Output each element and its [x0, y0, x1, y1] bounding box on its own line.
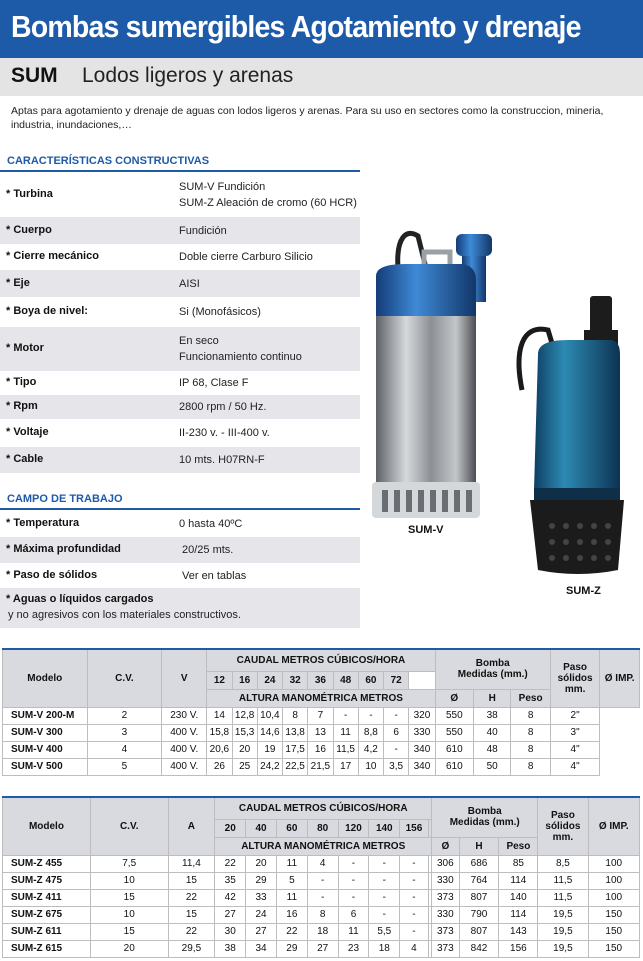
table-cell: 8,5 — [538, 855, 588, 872]
spec-label: * Rpm — [6, 400, 38, 412]
spec-value-line: Doble cierre Carburo Silicio — [179, 251, 313, 263]
table-cell: SUM-Z 675 — [3, 906, 91, 923]
table-cell: 29,5 — [168, 940, 215, 957]
z-h-pump-label: Bomba — [467, 806, 502, 818]
table-cell: 320 — [409, 707, 435, 724]
table-cell: 8 — [511, 758, 551, 775]
table-cell: 11,5 — [538, 872, 588, 889]
table-cell: 25 — [232, 758, 257, 775]
table-cell: 20,6 — [207, 741, 232, 758]
spec-value-line: 10 mts. H07RN-F — [179, 454, 265, 466]
table-cell: 3" — [550, 724, 599, 741]
work-field-rule — [0, 508, 360, 510]
table-cell: 4 — [87, 741, 162, 758]
table-cell: SUM-Z 455 — [3, 855, 91, 872]
spec-value-line: 2800 rpm / 50 Hz. — [179, 401, 267, 413]
table-cell: 306 — [432, 855, 459, 872]
z-h-imp: Ø IMP. — [588, 797, 639, 855]
table-cell: 11 — [338, 923, 369, 940]
table-cell: 8 — [511, 741, 551, 758]
v-h-solids: Paso sólidos mm. — [550, 649, 599, 707]
z-flow-col: 40 — [246, 819, 277, 837]
table-row — [3, 855, 640, 872]
z-h-dims: Medidas (mm.) — [449, 817, 520, 829]
table-cell: - — [338, 872, 369, 889]
spec-value-line: Si (Monofásicos) — [179, 306, 261, 318]
work-field-title: CAMPO DE TRABAJO — [7, 493, 123, 505]
table-cell: 140 — [499, 889, 538, 906]
table-cell: - — [307, 889, 338, 906]
spec-value-line: En seco — [179, 335, 219, 347]
table-cell: 8 — [283, 707, 308, 724]
work-note-text: y no agresivos con los materiales constructivos. — [8, 609, 241, 621]
table-cell: - — [384, 707, 409, 724]
sum-z-caption: SUM-Z — [566, 585, 601, 597]
table-cell: 22 — [276, 923, 307, 940]
spec-label: * Tipo — [6, 376, 37, 388]
work-note-label: * Aguas o líquidos cargados — [6, 593, 154, 605]
table-cell: - — [400, 923, 429, 940]
sum-v-table — [2, 648, 640, 776]
spec-row — [0, 395, 360, 419]
table-cell: 8 — [511, 707, 551, 724]
table-cell: 5 — [87, 758, 162, 775]
table-cell: - — [369, 889, 400, 906]
spec-label: * Motor — [6, 342, 44, 354]
table-cell: 373 — [432, 940, 459, 957]
spec-row — [0, 447, 360, 473]
table-cell: 35 — [215, 872, 246, 889]
table-cell: 114 — [499, 906, 538, 923]
table-cell: 20 — [90, 940, 168, 957]
table-cell: 20 — [232, 741, 257, 758]
table-cell: - — [400, 889, 429, 906]
table-cell: 6 — [384, 724, 409, 741]
spec-label: * Temperatura — [6, 517, 80, 529]
v-flow-col: 24 — [257, 671, 282, 689]
table-cell: 17 — [333, 758, 358, 775]
table-cell: 13,8 — [283, 724, 308, 741]
table-cell: 373 — [432, 889, 459, 906]
sum-v-pump-image — [366, 228, 506, 520]
table-cell: 807 — [459, 889, 499, 906]
intro-text: Aptas para agotamiento y drenaje de aguas con lodos ligeros y arenas. Para su uso en sectores como la construccion, mineria, industria, inundaciones,… — [11, 105, 604, 131]
table-cell: 6 — [338, 906, 369, 923]
spec-row — [0, 297, 360, 327]
table-cell: 8,8 — [358, 724, 383, 741]
spec-row — [0, 217, 360, 244]
table-cell: 15 — [90, 889, 168, 906]
table-cell: 22 — [168, 889, 215, 906]
table-cell: 764 — [459, 872, 499, 889]
table-row — [3, 923, 640, 940]
spec-label: * Cable — [6, 453, 44, 465]
spec-label: * Turbina — [6, 188, 53, 200]
table-cell: 610 — [435, 741, 473, 758]
z-flow-col: 140 — [369, 819, 400, 837]
table-cell: 21,5 — [308, 758, 333, 775]
table-cell: 100 — [588, 889, 639, 906]
sum-z-table — [2, 796, 640, 958]
table-row — [3, 906, 640, 923]
table-cell: SUM-V 400 — [3, 741, 88, 758]
v-h-pump-label: Bomba — [475, 658, 510, 670]
table-cell: SUM-Z 611 — [3, 923, 91, 940]
z-h-model: Modelo — [3, 797, 91, 855]
spec-value — [179, 223, 227, 239]
table-cell: 150 — [588, 923, 639, 940]
table-cell: 5 — [276, 872, 307, 889]
table-cell: 156 — [499, 940, 538, 957]
spec-value — [179, 304, 261, 320]
table-row — [3, 872, 640, 889]
table-cell: 230 V. — [162, 707, 207, 724]
table-cell: 23 — [338, 940, 369, 957]
table-cell: 4 — [400, 940, 429, 957]
table-cell: 400 V. — [162, 741, 207, 758]
table-cell: 8 — [511, 724, 551, 741]
table-cell: 15,8 — [207, 724, 232, 741]
table-cell: 15 — [90, 923, 168, 940]
table-cell: 10 — [90, 872, 168, 889]
table-row — [3, 724, 640, 741]
spec-value — [179, 375, 249, 391]
table-row — [3, 940, 640, 957]
table-cell: 85 — [499, 855, 538, 872]
spec-value-line: SUM-V Fundición — [179, 181, 266, 193]
z-flow-col: 120 — [338, 819, 369, 837]
table-cell: - — [400, 906, 429, 923]
z-h-d: Ø — [432, 837, 459, 855]
table-cell: 16 — [308, 741, 333, 758]
table-cell: 24 — [246, 906, 277, 923]
table-cell: SUM-V 300 — [3, 724, 88, 741]
table-cell: - — [384, 741, 409, 758]
table-cell: 150 — [588, 906, 639, 923]
table-cell: 15 — [168, 906, 215, 923]
table-cell: 17,5 — [283, 741, 308, 758]
product-name: Lodos ligeros y arenas — [82, 64, 294, 87]
table-cell: 19,5 — [538, 923, 588, 940]
v-h-model: Modelo — [3, 649, 88, 707]
spec-label: * Voltaje — [6, 426, 49, 438]
z-h-head: ALTURA MANOMÉTRICA METROS — [215, 837, 432, 855]
table-cell: 12,8 — [232, 707, 257, 724]
table-cell: 11 — [333, 724, 358, 741]
table-cell: 100 — [588, 872, 639, 889]
v-h-d: Ø — [435, 689, 473, 707]
table-cell: 18 — [307, 923, 338, 940]
v-h-head: ALTURA MANOMÉTRICA METROS — [207, 689, 435, 707]
spec-label: * Cierre mecánico — [6, 250, 99, 262]
v-flow-col: 72 — [384, 671, 409, 689]
table-cell: 15 — [168, 872, 215, 889]
table-cell: 2 — [87, 707, 162, 724]
table-cell: 19,5 — [538, 940, 588, 957]
table-cell: 143 — [499, 923, 538, 940]
table-row — [3, 758, 640, 775]
table-cell: 373 — [432, 923, 459, 940]
table-cell: 24,2 — [257, 758, 282, 775]
table-cell: 3,5 — [384, 758, 409, 775]
work-note-row — [0, 588, 360, 628]
table-cell: - — [333, 707, 358, 724]
table-cell: 4,2 — [358, 741, 383, 758]
table-cell: 13 — [308, 724, 333, 741]
table-cell: 19 — [257, 741, 282, 758]
spec-row — [0, 537, 360, 563]
product-code: SUM — [11, 64, 58, 87]
table-cell: 330 — [409, 724, 435, 741]
z-h-amp: A — [168, 797, 215, 855]
table-cell: 11,4 — [168, 855, 215, 872]
spec-value-line: II-230 v. - III-400 v. — [179, 427, 270, 439]
spec-label: * Eje — [6, 276, 30, 289]
table-cell: 11,5 — [333, 741, 358, 758]
spec-value: 20/25 mts. — [182, 544, 234, 556]
v-h-dims: Medidas (mm.) — [457, 669, 528, 681]
z-h-h: H — [459, 837, 499, 855]
v-h-w: Peso — [511, 689, 551, 707]
v-h-cv: C.V. — [87, 649, 162, 707]
table-cell: 16 — [276, 906, 307, 923]
spec-value — [179, 425, 270, 441]
spec-row — [0, 371, 360, 395]
v-h-pump — [435, 649, 550, 689]
v-flow-col: 60 — [358, 671, 383, 689]
spec-value-line: AISI — [179, 277, 200, 290]
spec-value: Ver en tablas — [182, 569, 247, 582]
spec-value-line: Fundición — [179, 224, 227, 237]
spec-label: * Paso de sólidos — [6, 568, 98, 581]
table-cell: - — [338, 855, 369, 872]
z-h-solids: Paso sólidos mm. — [538, 797, 588, 855]
spec-row — [0, 419, 360, 447]
construction-rule — [0, 170, 360, 172]
table-cell: 340 — [409, 758, 435, 775]
spec-value — [179, 249, 313, 265]
v-flow-col: 36 — [308, 671, 333, 689]
table-cell: - — [307, 872, 338, 889]
table-cell: 686 — [459, 855, 499, 872]
table-cell: 10 — [90, 906, 168, 923]
table-cell: 38 — [474, 707, 511, 724]
table-cell: 5,5 — [369, 923, 400, 940]
table-cell: - — [369, 872, 400, 889]
z-flow-col: 60 — [276, 819, 307, 837]
table-cell: 38 — [215, 940, 246, 957]
table-cell: 22 — [168, 923, 215, 940]
table-cell: 11,5 — [538, 889, 588, 906]
table-cell: 11 — [276, 855, 307, 872]
v-flow-col: 16 — [232, 671, 257, 689]
table-cell: 114 — [499, 872, 538, 889]
title-banner — [0, 0, 643, 58]
spec-row — [0, 244, 360, 270]
table-cell: 330 — [432, 872, 459, 889]
spec-value — [179, 333, 302, 365]
table-cell: 11 — [276, 889, 307, 906]
table-cell: - — [358, 707, 383, 724]
v-flow-col: 12 — [207, 671, 232, 689]
table-row — [3, 707, 640, 724]
table-cell: 7 — [308, 707, 333, 724]
table-cell: 340 — [409, 741, 435, 758]
table-cell: 330 — [432, 906, 459, 923]
spec-value — [179, 399, 266, 415]
table-cell: 19,5 — [538, 906, 588, 923]
table-cell: 400 V. — [162, 724, 207, 741]
table-cell: 14,6 — [257, 724, 282, 741]
page-title: Bombas sumergibles Agotamiento y drenaje — [11, 9, 581, 44]
table-cell: 14 — [207, 707, 232, 724]
z-h-cv: C.V. — [90, 797, 168, 855]
table-cell: 4" — [550, 741, 599, 758]
table-cell: 550 — [435, 724, 473, 741]
table-cell: 807 — [459, 923, 499, 940]
spec-row — [0, 327, 360, 371]
table-cell: 15,3 — [232, 724, 257, 741]
table-cell: 50 — [474, 758, 511, 775]
v-h-volt: V — [162, 649, 207, 707]
table-cell: 7,5 — [90, 855, 168, 872]
z-flow-col-blank — [428, 819, 431, 837]
z-h-pump — [432, 797, 538, 837]
table-cell: 20 — [246, 855, 277, 872]
table-cell: SUM-Z 411 — [3, 889, 91, 906]
spec-value-line: SUM-Z Aleación de cromo (60 HCR) — [179, 197, 357, 209]
construction-title: CARACTERÍSTICAS CONSTRUCTIVAS — [7, 155, 210, 167]
table-cell: SUM-Z 475 — [3, 872, 91, 889]
table-cell: 8 — [307, 906, 338, 923]
spec-row — [0, 270, 360, 297]
spec-row — [0, 563, 360, 588]
table-cell: 30 — [215, 923, 246, 940]
table-cell: - — [338, 889, 369, 906]
product-band — [0, 58, 643, 96]
table-cell: 27 — [246, 923, 277, 940]
z-flow-col: 80 — [307, 819, 338, 837]
sum-v-caption: SUM-V — [408, 524, 444, 536]
spec-row — [0, 511, 360, 537]
table-cell: - — [400, 872, 429, 889]
spec-value-line: IP 68, Clase F — [179, 377, 249, 389]
z-flow-col: 20 — [215, 819, 246, 837]
spec-label: * Boya de nivel: — [6, 305, 88, 317]
table-cell: 27 — [215, 906, 246, 923]
z-h-w: Peso — [499, 837, 538, 855]
spec-value — [179, 179, 357, 211]
table-cell: 40 — [474, 724, 511, 741]
table-cell: 4" — [550, 758, 599, 775]
table-cell: 34 — [246, 940, 277, 957]
table-cell: 842 — [459, 940, 499, 957]
v-flow-col: 48 — [333, 671, 358, 689]
table-cell: 550 — [435, 707, 473, 724]
spec-value — [179, 452, 265, 468]
table-cell: 27 — [307, 940, 338, 957]
table-cell: 150 — [588, 940, 639, 957]
table-cell: 26 — [207, 758, 232, 775]
table-cell: 4 — [307, 855, 338, 872]
table-cell: 2" — [550, 707, 599, 724]
table-cell: 29 — [246, 872, 277, 889]
table-row — [3, 741, 640, 758]
table-cell: 610 — [435, 758, 473, 775]
table-row — [3, 889, 640, 906]
table-cell: 48 — [474, 741, 511, 758]
table-cell: - — [369, 855, 400, 872]
spec-row — [0, 173, 360, 217]
spec-value-line: Funcionamiento continuo — [179, 351, 302, 363]
table-cell: SUM-Z 615 — [3, 940, 91, 957]
spec-value: 0 hasta 40ºC — [179, 518, 243, 530]
table-cell: 22,5 — [283, 758, 308, 775]
table-cell: 100 — [588, 855, 639, 872]
z-flow-col: 156 — [400, 819, 429, 837]
table-cell: SUM-V 500 — [3, 758, 88, 775]
table-cell: - — [369, 906, 400, 923]
table-cell: 42 — [215, 889, 246, 906]
v-h-imp: Ø IMP. — [600, 649, 640, 707]
table-cell: 3 — [87, 724, 162, 741]
sum-z-pump-image — [508, 290, 628, 580]
table-cell: 22 — [215, 855, 246, 872]
table-cell: 10 — [358, 758, 383, 775]
table-cell: 29 — [276, 940, 307, 957]
table-cell: 400 V. — [162, 758, 207, 775]
table-cell: 10,4 — [257, 707, 282, 724]
v-h-flow: CAUDAL METROS CÚBICOS/HORA — [207, 649, 435, 671]
spec-value — [179, 276, 200, 292]
table-cell: 18 — [369, 940, 400, 957]
z-h-flow: CAUDAL METROS CÚBICOS/HORA — [215, 797, 432, 819]
table-cell: 33 — [246, 889, 277, 906]
table-cell: - — [400, 855, 429, 872]
table-cell: SUM-V 200-M — [3, 707, 88, 724]
table-cell: 790 — [459, 906, 499, 923]
spec-label: * Máxima profundidad — [6, 543, 121, 555]
spec-label: * Cuerpo — [6, 223, 52, 236]
v-flow-col: 32 — [283, 671, 308, 689]
v-h-h: H — [474, 689, 511, 707]
